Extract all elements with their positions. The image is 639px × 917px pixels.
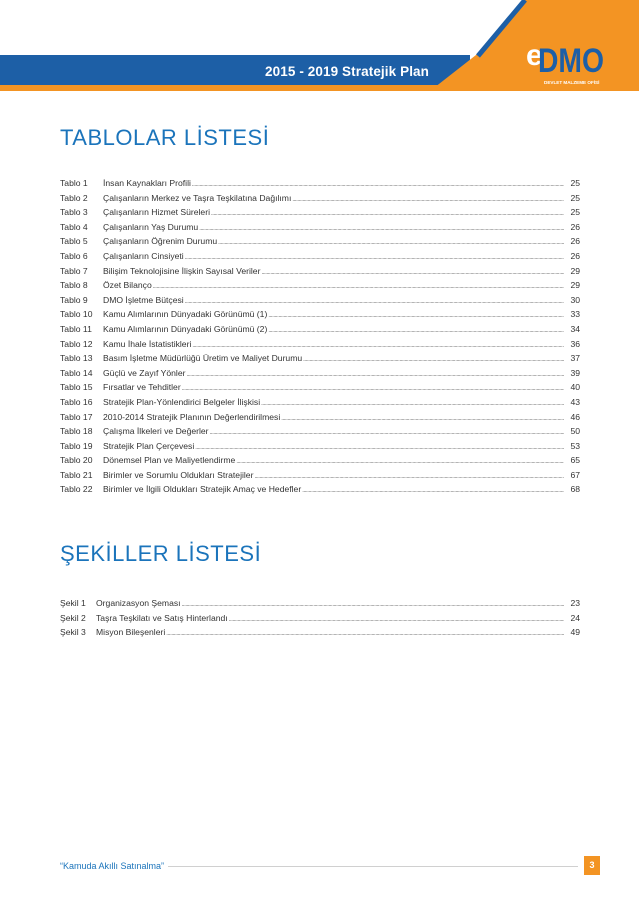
table-entry-page: 34 [570, 323, 580, 334]
table-entry[interactable] [60, 424, 580, 439]
table-entry-leader-dots [210, 426, 564, 441]
table-entry-text: Kamu Alımlarının Dünyadaki Görünümü (2) [103, 323, 268, 334]
table-entry-leader-dots [268, 324, 564, 339]
table-entry-text: Özet Bilanço [103, 280, 152, 291]
table-entry-label: Tablo 3 [60, 207, 88, 218]
table-entry-page: 36 [570, 338, 580, 349]
logo-letters: DMO [538, 42, 604, 80]
table-entry[interactable] [60, 191, 580, 206]
figure-entry-text: Organizasyon Şeması [96, 598, 181, 608]
table-entry-text: Basım İşletme Müdürlüğü Üretim ve Maliyet Durumu [103, 353, 303, 364]
table-entry-label: Tablo 14 [60, 367, 93, 378]
figure-entry-leader-dots [182, 598, 564, 613]
logo-letter-e: e [526, 39, 543, 72]
table-entry-leader-dots [186, 368, 564, 383]
table-entry-page: 29 [570, 265, 580, 276]
figure-entry[interactable] [60, 596, 580, 611]
table-entry-text: Kamu İhale İstatistikleri [103, 338, 192, 349]
logo-caption: DEVLET MALZEME OFİSİ [544, 80, 600, 85]
table-entry-text: İnsan Kaynakları Profili [103, 178, 191, 188]
table-entry-label: Tablo 5 [60, 236, 88, 247]
table-entry-text: Çalışanların Cinsiyeti [103, 250, 184, 261]
table-entry-label: Tablo 17 [60, 411, 93, 422]
table-entry-text: Çalışanların Yaş Durumu [103, 221, 199, 232]
table-entry-text: Çalışma İlkeleri ve Değerler [103, 426, 209, 437]
figure-entry-label: Şekil 1 [60, 598, 86, 608]
table-entry-text: 2010-2014 Stratejik Planının Değerlendirilmesi [103, 411, 281, 422]
table-entry-leader-dots [153, 280, 564, 295]
table-entry-text: Dönemsel Plan ve Maliyetlendirme [103, 455, 236, 466]
table-entry[interactable] [60, 307, 580, 322]
table-entry-leader-dots [303, 353, 564, 368]
table-entry[interactable] [60, 482, 580, 497]
table-entry-label: Tablo 21 [60, 469, 93, 480]
table-entry-text: Stratejik Plan-Yönlendirici Belgeler İlişkisi [103, 396, 261, 407]
table-entry-label: Tablo 12 [60, 338, 93, 349]
table-entry-label: Tablo 8 [60, 280, 88, 291]
table-entry[interactable] [60, 322, 580, 337]
figure-entry-page: 23 [570, 598, 580, 608]
table-entry[interactable] [60, 468, 580, 483]
table-entry-page: 68 [570, 484, 580, 495]
figure-entry-leader-dots [166, 627, 564, 642]
table-entry-page: 46 [570, 411, 580, 422]
table-entry-text: Çalışanların Hizmet Süreleri [103, 207, 210, 218]
table-entry-label: Tablo 20 [60, 455, 93, 466]
figure-entry-label: Şekil 3 [60, 627, 86, 638]
table-entry-page: 37 [570, 353, 580, 364]
table-entry-label: Tablo 10 [60, 309, 93, 320]
table-entry[interactable] [60, 380, 580, 395]
figure-entry-page: 49 [570, 627, 580, 638]
table-entry-page: 25 [570, 178, 580, 188]
table-entry[interactable] [60, 410, 580, 425]
dmo-logo [420, 0, 639, 110]
table-entry-leader-dots [302, 484, 564, 499]
table-entry-page: 53 [570, 440, 580, 451]
table-entry-text: Fırsatlar ve Tehditler [103, 382, 181, 393]
table-entry[interactable] [60, 205, 580, 220]
table-entry[interactable] [60, 453, 580, 468]
table-entry-text: Bilişim Teknolojisine İlişkin Sayısal Veriler [103, 265, 261, 276]
page-number: 3 [584, 856, 600, 875]
table-entry-page: 67 [570, 469, 580, 480]
table-entry[interactable] [60, 366, 580, 381]
table-entry-leader-dots [199, 222, 564, 237]
table-entry-page: 50 [570, 426, 580, 437]
table-entry[interactable] [60, 278, 580, 293]
table-entry-text: Birimler ve Sorumlu Oldukları Stratejiler [103, 469, 254, 480]
table-entry-page: 26 [570, 236, 580, 247]
table-entry-page: 26 [570, 221, 580, 232]
table-entry-leader-dots [261, 266, 564, 281]
table-entry-leader-dots [281, 412, 564, 427]
table-entry-text: Çalışanların Öğrenim Durumu [103, 236, 218, 247]
table-entry[interactable] [60, 395, 580, 410]
table-entry-page: 25 [570, 207, 580, 218]
table-entry[interactable] [60, 220, 580, 235]
table-entry-label: Tablo 9 [60, 294, 88, 305]
figure-entry[interactable] [60, 611, 580, 626]
table-entry-label: Tablo 19 [60, 440, 93, 451]
table-entry-text: Çalışanların Merkez ve Taşra Teşkilatına Dağılımı [103, 192, 292, 203]
figure-entry-text: Misyon Bileşenleri [96, 627, 166, 638]
table-entry-label: Tablo 16 [60, 396, 93, 407]
figure-entry-page: 24 [570, 612, 580, 623]
table-entry-label: Tablo 11 [60, 323, 92, 334]
table-entry-leader-dots [218, 236, 564, 251]
table-entry[interactable] [60, 176, 580, 191]
table-entry-label: Tablo 18 [60, 426, 93, 437]
tables-list-title: TABLOLAR LİSTESİ [60, 125, 270, 150]
table-entry-label: Tablo 22 [60, 484, 93, 495]
table-entry-label: Tablo 6 [60, 250, 88, 261]
table-entry-label: Tablo 13 [60, 353, 93, 364]
table-entry-leader-dots [236, 455, 564, 470]
table-entry-label: Tablo 4 [60, 221, 88, 232]
table-entry-text: DMO İşletme Bütçesi [103, 294, 184, 305]
table-entry-leader-dots [211, 207, 564, 222]
table-entry-page: 33 [570, 309, 580, 320]
tables-list [60, 176, 580, 497]
table-entry[interactable] [60, 234, 580, 249]
table-entry-label: Tablo 15 [60, 382, 93, 393]
table-entry-page: 39 [570, 367, 580, 378]
table-entry-label: Tablo 2 [60, 192, 88, 203]
figure-entry[interactable] [60, 625, 580, 640]
table-entry[interactable] [60, 249, 580, 264]
table-entry-leader-dots [268, 309, 564, 324]
figure-entry-label: Şekil 2 [60, 612, 86, 623]
table-entry-leader-dots [292, 193, 564, 208]
table-entry-page: 30 [570, 294, 580, 305]
table-entry-label: Tablo 1 [60, 178, 88, 188]
table-entry[interactable] [60, 293, 580, 308]
table-entry-text: Birimler ve İlgili Oldukları Stratejik Amaç ve Hedefler [103, 484, 302, 495]
table-entry-page: 26 [570, 250, 580, 261]
figure-entry-text: Taşra Teşkilatı ve Satış Hinterlandı [96, 612, 228, 623]
table-entry[interactable] [60, 351, 580, 366]
table-entry[interactable] [60, 337, 580, 352]
table-entry-leader-dots [195, 441, 564, 456]
table-entry-label: Tablo 7 [60, 265, 88, 276]
table-entry-page: 43 [570, 396, 580, 407]
header-title: 2015 - 2019 Stratejik Plan [265, 64, 429, 79]
table-entry-leader-dots [261, 397, 564, 412]
table-entry[interactable] [60, 264, 580, 279]
footer-quote: “Kamuda Akıllı Satınalma” [60, 861, 168, 871]
table-entry-page: 40 [570, 382, 580, 393]
table-entry-text: Kamu Alımlarının Dünyadaki Görünümü (1) [103, 309, 268, 320]
figures-list [60, 596, 580, 640]
table-entry[interactable] [60, 439, 580, 454]
figure-entry-leader-dots [229, 613, 564, 628]
table-entry-page: 25 [570, 192, 580, 203]
figures-list-title: ŞEKİLLER LİSTESİ [60, 541, 262, 566]
table-entry-page: 29 [570, 280, 580, 291]
table-entry-text: Güçlü ve Zayıf Yönler [103, 367, 186, 378]
header-accent-stripe [0, 85, 470, 91]
table-entry-text: Stratejik Plan Çerçevesi [103, 440, 195, 451]
table-entry-page: 65 [570, 455, 580, 466]
